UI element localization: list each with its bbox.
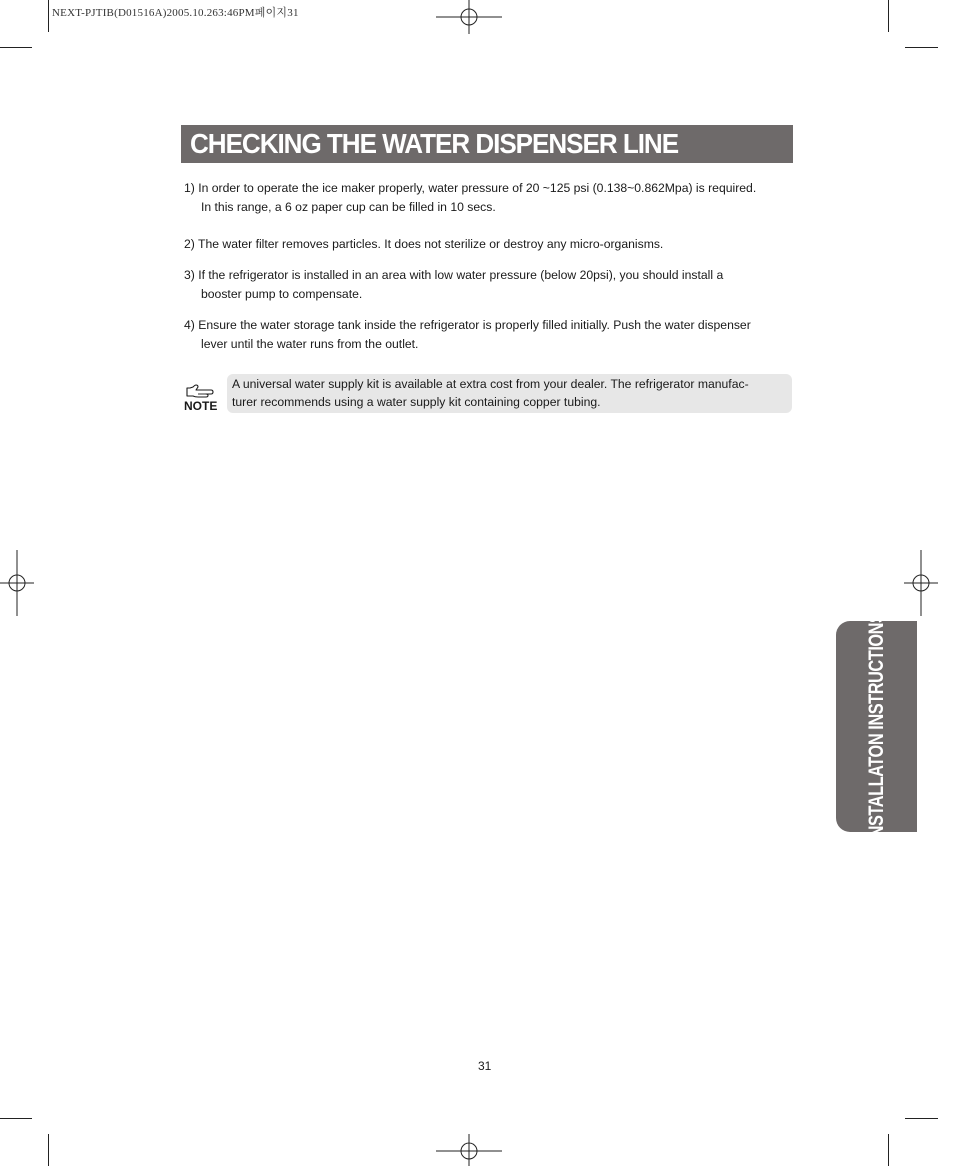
crop-mark-top-right-vertical <box>888 0 889 32</box>
crop-mark-top-left-vertical <box>48 0 49 32</box>
note-box <box>227 374 792 413</box>
crop-mark-bottom-right-vertical <box>888 1134 889 1166</box>
note-text-line: turer recommends using a water supply kit containing copper tubing. <box>232 395 601 409</box>
crop-mark-top-right-horizontal <box>905 47 938 48</box>
crop-mark-bottom-left-vertical <box>48 1134 49 1166</box>
registration-mark-left-icon <box>0 550 34 616</box>
section-side-tab <box>836 611 917 842</box>
instruction-line-continuation: lever until the water runs from the outlet. <box>201 337 419 351</box>
instruction-line-continuation: booster pump to compensate. <box>201 287 363 301</box>
instruction-line-continuation: In this range, a 6 oz paper cup can be filled in 10 secs. <box>201 200 496 214</box>
instruction-line: 4) Ensure the water storage tank inside the refrigerator is properly filled initially. Push the water dispenser <box>184 318 751 332</box>
crop-mark-bottom-left-horizontal <box>0 1118 32 1119</box>
side-tab-label: INSTALLATON INSTRUCTIONS <box>864 611 888 842</box>
crop-mark-top-left-horizontal <box>0 47 32 48</box>
note-label: NOTE <box>184 399 218 413</box>
instruction-line: 3) If the refrigerator is installed in an area with low water pressure (below 20psi), you should install a <box>184 268 724 282</box>
page-title: CHECKING THE WATER DISPENSER LINE <box>190 128 679 159</box>
instruction-item-3 <box>184 266 804 304</box>
instruction-item-1 <box>184 179 804 217</box>
instruction-item-2 <box>184 235 804 254</box>
instruction-line: 2) The water filter removes particles. It does not sterilize or destroy any micro-organisms. <box>184 237 664 251</box>
section-title-bar <box>181 125 793 163</box>
instruction-item-4 <box>184 316 804 354</box>
note-text-line: A universal water supply kit is available at extra cost from your dealer. The refrigerator manufac- <box>232 377 749 391</box>
print-slug-header: NEXT-PJTIB(D01516A)2005.10.263:46PM페이지31 <box>52 7 299 19</box>
registration-mark-bottom-icon <box>436 1134 502 1166</box>
registration-mark-top-icon <box>436 0 502 34</box>
instruction-line: 1) In order to operate the ice maker properly, water pressure of 20 ~125 psi (0.138~0.862Mpa) is required. <box>184 181 757 195</box>
registration-mark-right-icon <box>904 550 938 616</box>
crop-mark-bottom-right-horizontal <box>905 1118 938 1119</box>
page-number: 31 <box>478 1059 492 1073</box>
